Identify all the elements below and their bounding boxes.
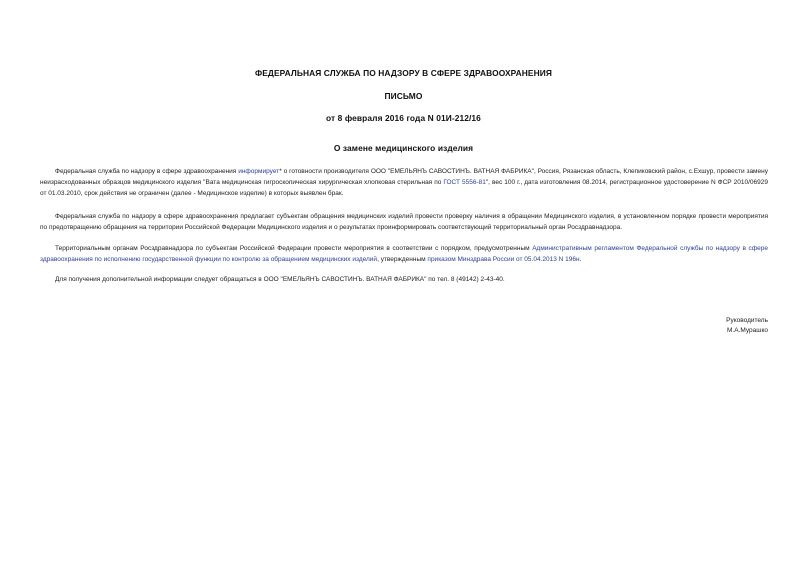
document-subject: О замене медицинского изделия [333, 143, 474, 153]
paragraph-3-text-c: . [579, 256, 582, 263]
link-ministry-order[interactable]: приказом Минздрава России от 05.04.2013 N 196н [427, 256, 580, 263]
paragraph-1 [40, 166, 768, 199]
paragraph-1-text-b: * о готовности производителя ООО "ЕМЕЛЬЯНЪ САВОСТИНЪ. ВАТНАЯ ФАБРИКА", Россия, Рязанская область, Клепиковский район, с.Ехшур, провести замену неизрасходованных образцов медицинского изделия "Вата медицинская гигроскопическая хирургическая хлопковая стерильная по [40, 168, 768, 186]
paragraph-4: Для получения дополнительной информации следует обращаться в ООО "ЕМЕЛЬЯНЪ САВОСТИНЪ. ВАТНАЯ ФАБРИКА" по тел. 8 (49142) 2-43-40. [55, 276, 505, 283]
signature-title: Руководитель [726, 317, 768, 324]
paragraph-2: Федеральная служба по надзору в сфере здравоохранения предлагает субъектам обращения медицинских изделий провести проверку наличия в обращении Медицинского изделия, в установленном порядке провести мероприятия по предотвращению обращения на территории Российской Федерации Медицинского изделия и о результатах проинформировать соответствующий территориальный орган Росздравнадзора. [40, 213, 768, 231]
link-admin-regulation[interactable]: Административным регламентом Федеральной службы по надзору в сфере здравоохранения по исполнению государственной функции по контролю за обращением медицинских изделий [40, 245, 768, 263]
paragraph-1-text-a: Федеральная служба по надзору в сфере здравоохранения [55, 168, 239, 175]
document-type: ПИСЬМО [384, 91, 423, 101]
link-gost[interactable]: ГОСТ 5556-81 [443, 179, 486, 186]
signature-name: М.А.Мурашко [726, 327, 768, 334]
paragraph-3-text-a: Территориальным органам Росздравнадзора по субъектам Российской Федерации провести мероприятия в соответствии с порядком, предусмотренным [55, 245, 533, 252]
paragraph-3 [40, 243, 768, 265]
paragraph-1-text-c: ", вес 100 г., дата изготовления 08.2014, регистрационное удостоверение N ФСР 2010/06929 от 01.03.2010, срок действия не ограничен (далее - Медицинское изделие) в которых выявлен брак. [40, 179, 768, 197]
agency-heading: ФЕДЕРАЛЬНАЯ СЛУЖБА ПО НАДЗОРУ В СФЕРЕ ЗДРАВООХРАНЕНИЯ [254, 68, 552, 78]
paragraph-3-text-b: , утвержденным [377, 256, 428, 263]
link-informiruet[interactable]: информирует [238, 168, 280, 175]
document-date-number: от 8 февраля 2016 года N 01И-212/16 [326, 113, 481, 123]
